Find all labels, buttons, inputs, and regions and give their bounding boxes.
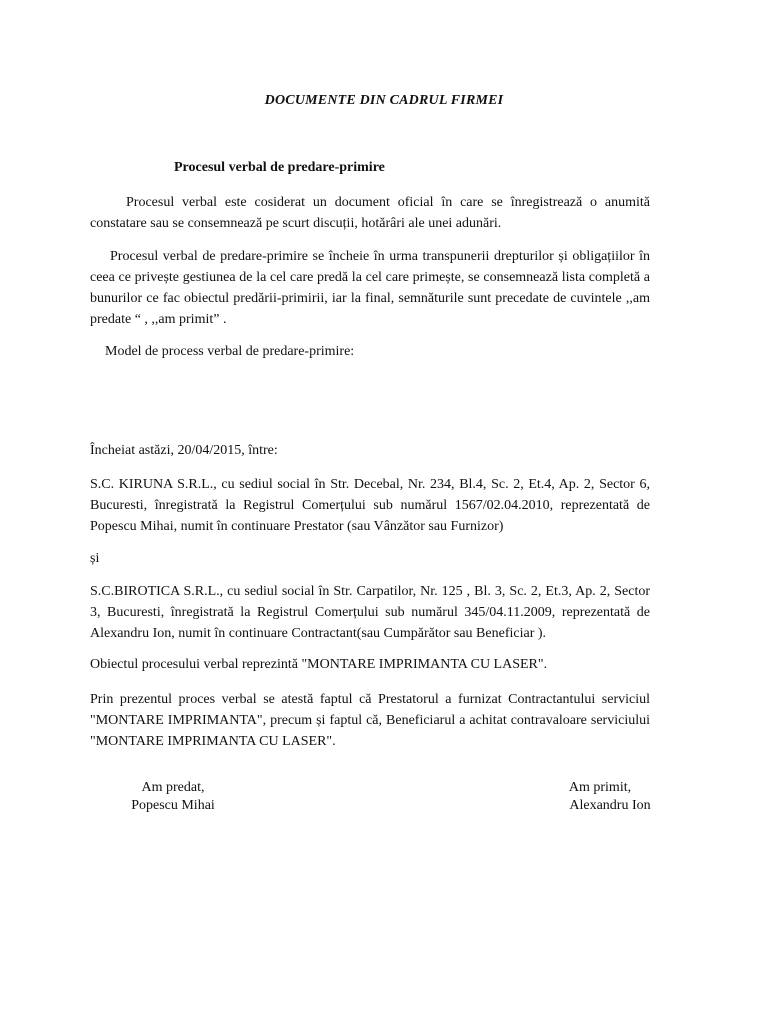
signature-role-right: Am primit, xyxy=(568,780,632,795)
paragraph-date: Încheiat astăzi, 20/04/2015, între: xyxy=(90,443,278,458)
signature-block-left xyxy=(118,779,228,815)
document-title: DOCUMENTE DIN CADRUL FIRMEI xyxy=(264,93,504,108)
paragraph-attestation: Prin prezentul proces verbal se atestă faptul că Prestatorul a furnizat Contractantului serviciul "MONTARE IMPRIMANTA", precum și faptul că, Beneficiarul a achitat contravaloare serviciului "MONTARE IMPRIMANTA CU LASER". xyxy=(90,692,650,749)
signature-name-left: Popescu Mihai xyxy=(131,798,215,813)
paragraph-party-one: S.C. KIRUNA S.R.L., cu sediul social în Str. Decebal, Nr. 234, Bl.4, Sc. 2, Et.4, Ap. 2, Sector 6, Bucuresti, înregistrată la Registrul Comerțului sub numărul 1567/02.04.2010, reprezentată de Popescu Mihai, numit în continuare Prestator (sau Vânzător sau Furnizor) xyxy=(90,477,650,534)
paragraph-description: Procesul verbal de predare-primire se încheie în urma transpunerii drepturilor și obligațiilor în ceea ce privește gestiunea de la cel care predă la cel care primește, se consemnează lista completă a bunurilor ce fac obiectul predării-primirii, iar la final, semnăturile sunt precedate de cuvintele ,,am predate “ , ,,am primit” . xyxy=(90,249,650,327)
paragraph-conjunction: și xyxy=(90,551,100,566)
document-subtitle: Procesul verbal de predare-primire xyxy=(174,160,385,175)
paragraph-party-two: S.C.BIROTICA S.R.L., cu sediul social în Str. Carpatilor, Nr. 125 , Bl. 3, Sc. 2, Et.3, Ap. 2, Sector 3, Bucuresti, înregistrată la Registrul Comerțului sub numărul 345/04.11.2009, reprezentată de Alexandru Ion, numit în continuare Contractant(sau Cumpărător sau Beneficiar ). xyxy=(90,584,650,641)
signature-block-right xyxy=(545,779,665,815)
paragraph-model-heading: Model de process verbal de predare-primire: xyxy=(105,344,355,359)
paragraph-definition: Procesul verbal este cosiderat un document oficial în care se înregistrează o anumită constatare sau se consemnează pe scurt discuții, hotărâri ale unei adunări. xyxy=(90,195,650,231)
signature-name-right: Alexandru Ion xyxy=(569,798,651,813)
signature-role-left: Am predat, xyxy=(141,780,205,795)
paragraph-object: Obiectul procesului verbal reprezintă "MONTARE IMPRIMANTA CU LASER". xyxy=(90,657,548,672)
